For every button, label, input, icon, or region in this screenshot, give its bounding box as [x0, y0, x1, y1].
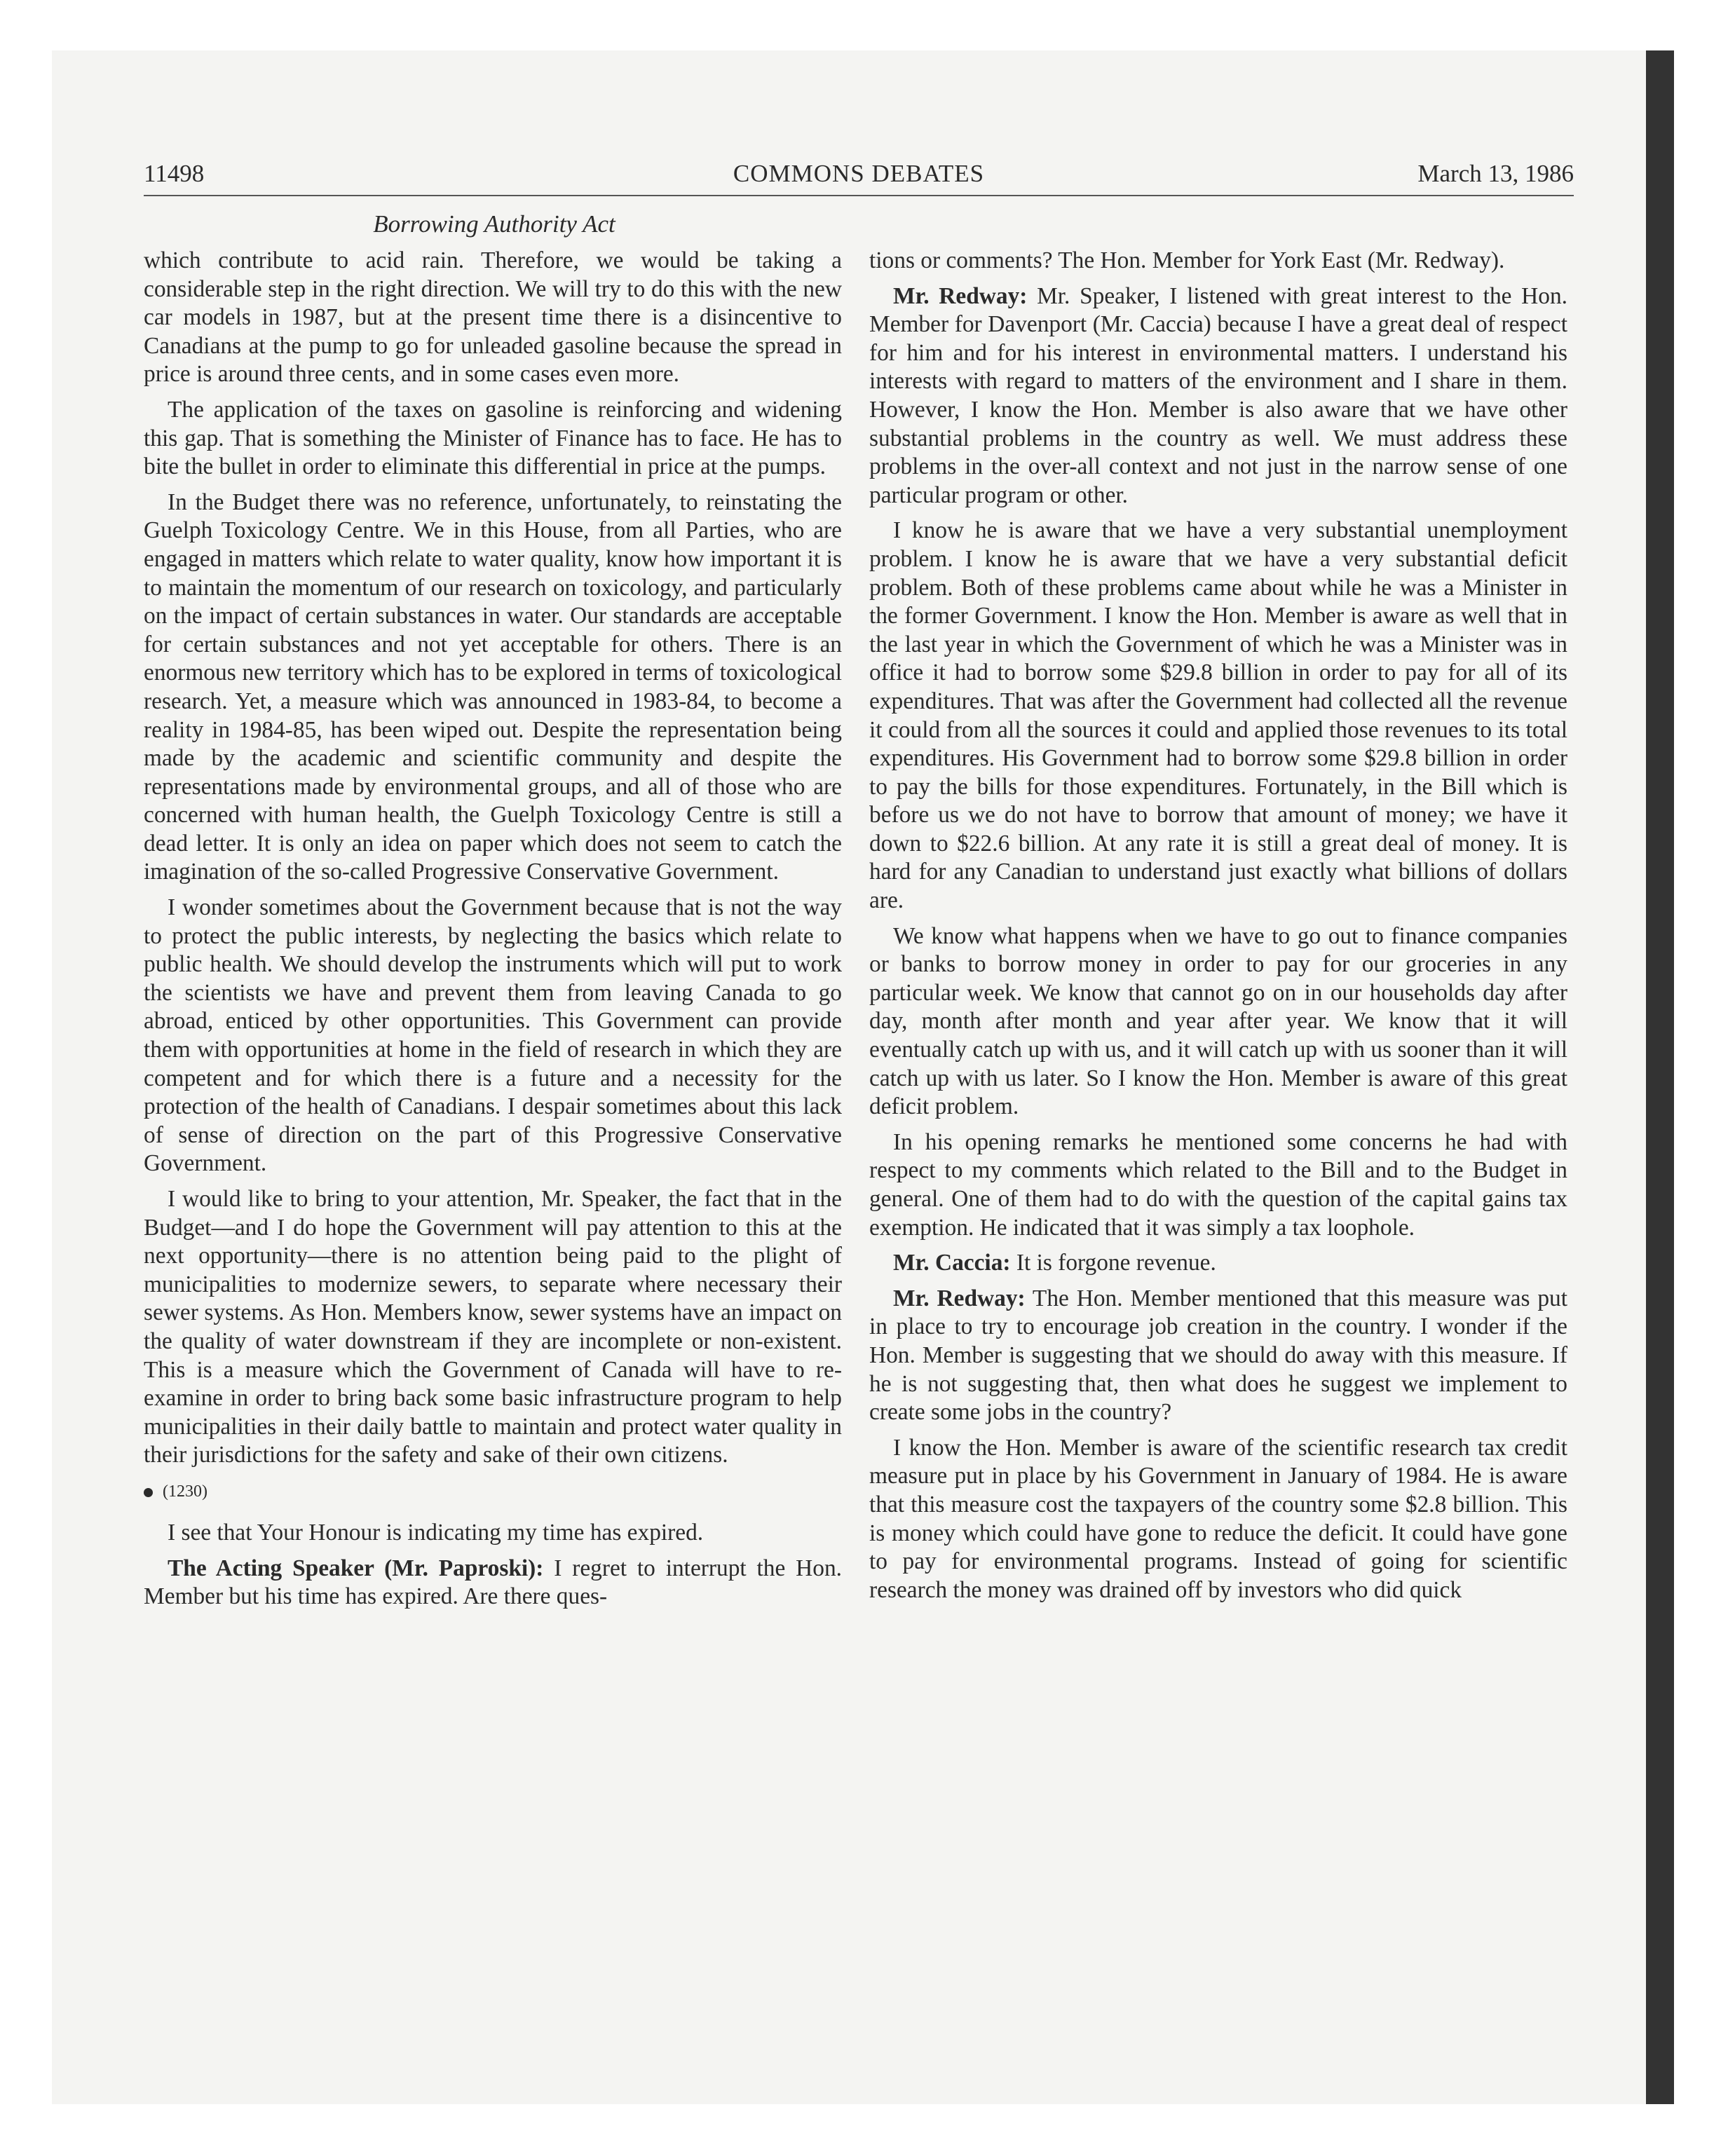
bullet-icon: [144, 1488, 153, 1497]
speaker-name: Mr. Caccia:: [893, 1250, 1011, 1276]
time-marker: [144, 1481, 842, 1502]
speech-text: I regret to interrupt the Hon. Member but his time has expired. Are there ques-: [144, 1555, 842, 1610]
paragraph: which contribute to acid rain. Therefore, we would be taking a considerable step in the right direction. We will try to do this with the new car models in 1987, but at the present time there is a disincentive to Canadians at the pump to go for unleaded gasoline because the spread in price is around three cents, and in some cases even more.: [144, 247, 842, 388]
speaker-name: Mr. Redway:: [893, 282, 1028, 309]
left-column: [144, 247, 842, 1618]
paragraph: I know he is aware that we have a very substantial unemployment problem. I know he is aware that we have a very substantial deficit problem. Both of these problems came about while he was a Minister in the former Government. I know the Hon. Member is aware as well that in the last year in which the Government of which he was a Minister was in office it had to borrow some $29.8 billion in order to pay for all of its expenditures. That was after the Government had collected all the revenue it could from all the sources it could and applied those revenues to its total expenditures. His Government had to borrow some $29.8 billion in order to pay the bills for those expenditures. Fortunately, in the Bill which is before us we do not have to borrow that amount of money; we have it down to $22.6 billion. At any rate it is still a great deal of money. It is hard for any Canadian to understand just exactly what billions of dollars are.: [869, 517, 1567, 914]
time-marker-label: (1230): [163, 1482, 207, 1501]
publication-title: COMMONS DEBATES: [733, 160, 985, 187]
speech-paragraph: [869, 1249, 1567, 1278]
speech-text: Mr. Speaker, I listened with great interest to the Hon. Member for Davenport (Mr. Caccia) because I have a great deal of respect for him and for his interest in environmental matters. I understand his interests with regard to matters of the environment and I share in them. However, I know the Hon. Member is also aware that we have other substantial problems in the country as well. We must address these problems in the over-all context and not just in the narrow sense of one particular program or other.: [869, 282, 1567, 508]
page-number: 11498: [144, 160, 205, 187]
page-header: [144, 160, 1574, 196]
page-edge-shadow: [1646, 50, 1674, 2104]
page-date: March 13, 1986: [1417, 160, 1574, 187]
speech-text: It is forgone revenue.: [1010, 1250, 1216, 1276]
speech-paragraph: [869, 282, 1567, 510]
speech-text: The Hon. Member mentioned that this measure was put in place to try to encourage job creation in the country. I wonder if the Hon. Member is suggesting that we should do away with this measure. If he is not suggesting that, then what does he suggest we implement to create some jobs in the country?: [869, 1285, 1567, 1426]
paragraph: I see that Your Honour is indicating my time has expired.: [168, 1519, 704, 1546]
paragraph: We know what happens when we have to go out to finance companies or banks to borrow money in order to pay for our groceries in any particular week. We know that cannot go on in our households day after day, month after month and year after year. We know that it will eventually catch up with us, and it will catch up with us sooner than it will catch up with us later. So I know the Hon. Member is aware of this great deficit problem.: [869, 922, 1567, 1120]
right-column: [869, 247, 1567, 1611]
speech-paragraph: [144, 1555, 842, 1611]
paragraph: I know the Hon. Member is aware of the scientific research tax credit measure put in place by his Government in January of 1984. He is aware that this measure cost the taxpayers of the country some $2.8 billion. This is money which could have gone to reduce the deficit. It could have gone to pay for environmental programs. Instead of going for scientific research the money was drained off by investors who did quick: [869, 1434, 1567, 1603]
speaker-name: The Acting Speaker (Mr. Paproski):: [168, 1555, 544, 1581]
paragraph: I wonder sometimes about the Government because that is not the way to protect the public interests, by neglecting the basics which relate to public health. We should develop the instruments which will put to work the scientists we have and prevent them from leaving Canada to go abroad, enticed by other opportunities. This Government can provide them with opportunities at home in the field of research in which they are competent and for which there is a future and a necessity for the protection of the health of Canadians. I despair sometimes about this lack of sense of direction on the part of this Progressive Conservative Government.: [144, 894, 842, 1177]
paragraph: I would like to bring to your attention, Mr. Speaker, the fact that in the Budget—and I do hope the Government will pay attention to this at the next opportunity—there is no attention being paid to the plight of municipalities to modernize sewers, to separate where necessary their sewer systems. As Hon. Members know, sewer systems have an impact on the quality of water downstream if they are incomplete or non-existent. This is a measure which the Government of Canada will have to re-examine in order to bring back some basic infrastructure program to help municipalities in their daily battle to maintain and protect water quality in their jurisdictions for the safety and sake of their own citizens.: [144, 1186, 842, 1468]
paragraph: tions or comments? The Hon. Member for York East (Mr. Redway).: [869, 247, 1505, 273]
paragraph: The application of the taxes on gasoline is reinforcing and widening this gap. That is something the Minister of Finance has to face. He has to bite the bullet in order to eliminate this differential in price at the pumps.: [144, 396, 842, 480]
speech-paragraph: [869, 1285, 1567, 1427]
section-title: Borrowing Authority Act: [373, 210, 615, 238]
speaker-name: Mr. Redway:: [893, 1285, 1026, 1311]
paragraph: In his opening remarks he mentioned some concerns he had with respect to my comments which related to the Bill and to the Budget in general. One of them had to do with the question of the capital gains tax exemption. He indicated that it was simply a tax loophole.: [869, 1128, 1567, 1241]
paragraph: In the Budget there was no reference, unfortunately, to reinstating the Guelph Toxicology Centre. We in this House, from all Parties, who are engaged in matters which relate to water quality, know how important it is to maintain the momentum of our research on toxicology, and particularly on the impact of certain substances in water. Our standards are acceptable for certain substances and not yet acceptable for others. There is an enormous new territory which has to be explored in terms of toxicological research. Yet, a measure which was announced in 1983-84, to become a reality in 1984-85, has been wiped out. Despite the representation being made by the academic and scientific community and despite the representations made by environmental groups, and all of those who are concerned with human health, the Guelph Toxicology Centre is still a dead letter. It is only an idea on paper which does not seem to catch the imagination of the so-called Progressive Conservative Government.: [144, 489, 842, 885]
